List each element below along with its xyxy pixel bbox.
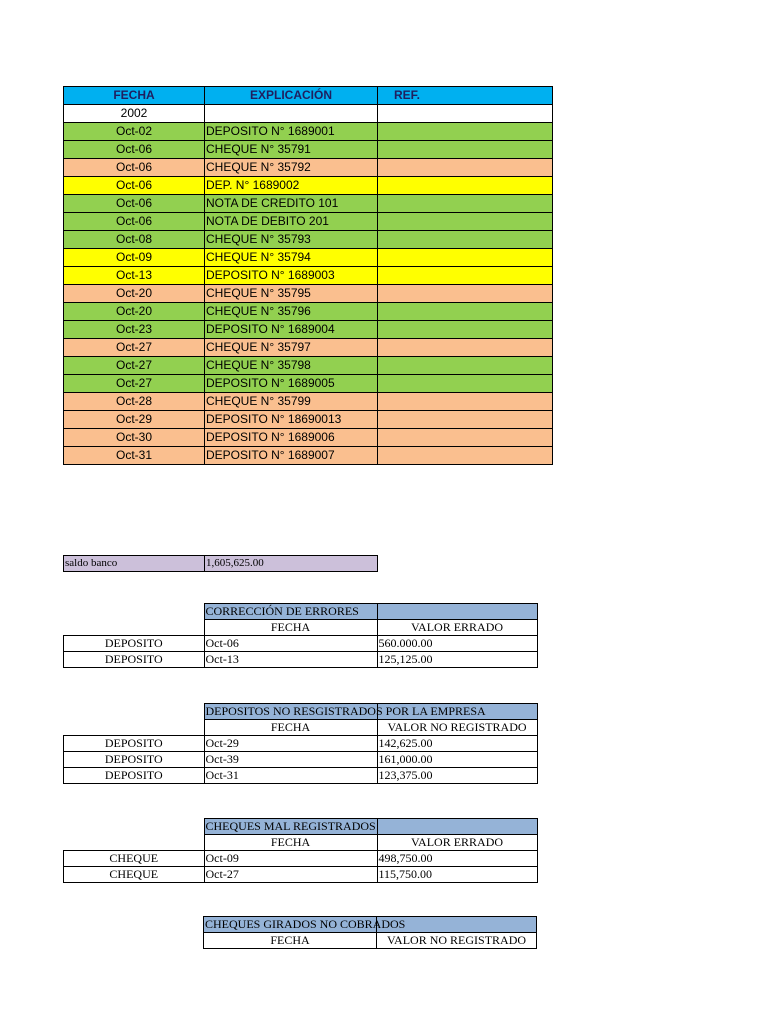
- col-valor-header[interactable]: VALOR NO REGISTRADO: [377, 933, 537, 949]
- blank-cell: [63, 933, 204, 949]
- ledger-ref-cell[interactable]: [378, 303, 553, 321]
- ledger-row: [64, 411, 553, 429]
- section-row: [64, 652, 538, 668]
- ledger-row: [64, 267, 553, 285]
- col-valor-header[interactable]: VALOR ERRADO: [377, 620, 537, 636]
- ledger-fecha-cell[interactable]: Oct-06: [64, 159, 205, 177]
- ledger-fecha-cell[interactable]: Oct-08: [64, 231, 205, 249]
- ledger-fecha-cell[interactable]: Oct-06: [64, 141, 205, 159]
- ledger-row: [64, 303, 553, 321]
- ledger-row: [64, 177, 553, 195]
- ledger-ref-cell[interactable]: [378, 357, 553, 375]
- empty-cell[interactable]: [378, 105, 553, 123]
- ledger-fecha-cell[interactable]: Oct-20: [64, 303, 205, 321]
- blank-cell: [64, 604, 205, 620]
- valor-cell[interactable]: 115,750.00: [377, 867, 537, 883]
- ledger-explicacion-cell[interactable]: DEPOSITO N° 18690013: [205, 411, 378, 429]
- ledger-ref-cell[interactable]: [378, 267, 553, 285]
- ledger-ref-cell[interactable]: [378, 213, 553, 231]
- section-subheader-row: [64, 835, 538, 851]
- year-row: [64, 105, 553, 123]
- section-title-cell[interactable]: [204, 704, 486, 720]
- ledger-ref-cell[interactable]: [378, 411, 553, 429]
- ledger-fecha-cell[interactable]: Oct-06: [64, 177, 205, 195]
- correccion-errores-table: [63, 603, 538, 668]
- fecha-cell[interactable]: Oct-39: [204, 752, 377, 768]
- tipo-cell[interactable]: DEPOSITO: [64, 752, 205, 768]
- section-title: CHEQUES MAL REGISTRADOS: [205, 819, 376, 833]
- ledger-fecha-cell[interactable]: Oct-27: [64, 357, 205, 375]
- col-fecha-header[interactable]: FECHA: [204, 933, 377, 949]
- ledger-fecha-cell[interactable]: Oct-27: [64, 339, 205, 357]
- blank-cell: [64, 835, 205, 851]
- ledger-row: [64, 159, 553, 177]
- section-title-row: [64, 704, 538, 720]
- ledger-explicacion-cell[interactable]: CHEQUE N° 35794: [205, 249, 378, 267]
- section-title-row: [64, 604, 538, 620]
- valor-cell[interactable]: 142,625.00: [377, 736, 537, 752]
- valor-cell[interactable]: 560.000.00: [377, 636, 537, 652]
- ledger-explicacion-cell[interactable]: DEPOSITO N° 1689006: [205, 429, 378, 447]
- tipo-cell[interactable]: DEPOSITO: [64, 768, 205, 784]
- ledger-explicacion-cell[interactable]: DEPOSITO N° 1689001: [205, 123, 378, 141]
- header-ref[interactable]: REF.: [378, 87, 553, 105]
- blank-cell: [64, 819, 205, 835]
- section-title-cell[interactable]: [204, 917, 406, 933]
- ledger-row: [64, 321, 553, 339]
- fecha-cell[interactable]: Oct-13: [204, 652, 377, 668]
- cheques-no-cobrados-table: [63, 916, 537, 949]
- blank-cell: [64, 704, 205, 720]
- ledger-ref-cell[interactable]: [378, 231, 553, 249]
- ledger-explicacion-cell[interactable]: CHEQUE N° 35795: [205, 285, 378, 303]
- section-title: CHEQUES GIRADOS NO COBRADOS: [205, 917, 406, 931]
- ledger-ref-cell[interactable]: [378, 339, 553, 357]
- ledger-fecha-cell[interactable]: Oct-30: [64, 429, 205, 447]
- ledger-ref-cell[interactable]: [378, 141, 553, 159]
- ledger-fecha-cell[interactable]: Oct-29: [64, 411, 205, 429]
- section-title-cell[interactable]: [204, 604, 377, 620]
- ledger-fecha-cell[interactable]: Oct-28: [64, 393, 205, 411]
- section-row: [64, 736, 538, 752]
- ledger-fecha-cell[interactable]: Oct-31: [64, 447, 205, 465]
- fecha-cell[interactable]: Oct-31: [204, 768, 377, 784]
- section-row: [64, 752, 538, 768]
- fecha-cell[interactable]: Oct-09: [204, 851, 377, 867]
- section-title-row: [64, 819, 538, 835]
- ledger-header-row: [64, 87, 553, 105]
- ledger-fecha-cell[interactable]: Oct-13: [64, 267, 205, 285]
- year-cell[interactable]: 2002: [64, 105, 205, 123]
- ledger-explicacion-cell[interactable]: DEPOSITO N° 1689007: [205, 447, 378, 465]
- ledger-explicacion-cell[interactable]: DEP. N° 1689002: [205, 177, 378, 195]
- section-row: [64, 768, 538, 784]
- ledger-explicacion-cell[interactable]: CHEQUE N° 35796: [205, 303, 378, 321]
- ledger-fecha-cell[interactable]: Oct-02: [64, 123, 205, 141]
- section-row: [64, 851, 538, 867]
- col-valor-header[interactable]: VALOR ERRADO: [377, 835, 537, 851]
- blank-cell: [64, 720, 205, 736]
- saldo-label[interactable]: saldo banco: [64, 556, 205, 572]
- ledger-ref-cell[interactable]: [378, 393, 553, 411]
- header-fecha[interactable]: FECHA: [64, 87, 205, 105]
- ledger-explicacion-cell[interactable]: DEPOSITO N° 1689005: [205, 375, 378, 393]
- blank-cell: [63, 917, 204, 933]
- section-subheader-row: [64, 720, 538, 736]
- ledger-explicacion-cell[interactable]: CHEQUE N° 35799: [205, 393, 378, 411]
- ledger-row: [64, 447, 553, 465]
- blank-cell: [64, 620, 205, 636]
- empty-cell[interactable]: [205, 105, 378, 123]
- ledger-ref-cell[interactable]: [378, 159, 553, 177]
- ledger-row: [64, 285, 553, 303]
- ledger-ref-cell[interactable]: [378, 177, 553, 195]
- tipo-cell[interactable]: CHEQUE: [64, 867, 205, 883]
- col-fecha-header[interactable]: FECHA: [204, 720, 377, 736]
- ledger-fecha-cell[interactable]: Oct-09: [64, 249, 205, 267]
- saldo-row: [64, 556, 378, 572]
- col-fecha-header[interactable]: FECHA: [204, 835, 377, 851]
- tipo-cell[interactable]: DEPOSITO: [64, 636, 205, 652]
- ledger-row: [64, 123, 553, 141]
- ledger-explicacion-cell[interactable]: DEPOSITO N° 1689003: [205, 267, 378, 285]
- section-subheader-row: [63, 933, 537, 949]
- ledger-row: [64, 213, 553, 231]
- tipo-cell[interactable]: CHEQUE: [64, 851, 205, 867]
- saldo-value[interactable]: 1,605,625.00: [205, 556, 378, 572]
- ledger-row: [64, 231, 553, 249]
- tipo-cell[interactable]: DEPOSITO: [64, 736, 205, 752]
- ledger-row: [64, 429, 553, 447]
- ledger-fecha-cell[interactable]: Oct-06: [64, 213, 205, 231]
- valor-cell[interactable]: 125,125.00: [377, 652, 537, 668]
- ledger-ref-cell[interactable]: [378, 321, 553, 339]
- section-title-fill[interactable]: [377, 604, 537, 620]
- ledger-explicacion-cell[interactable]: DEPOSITO N° 1689004: [205, 321, 378, 339]
- ledger-ref-cell[interactable]: [378, 123, 553, 141]
- header-explicacion[interactable]: EXPLICACIÓN: [205, 87, 378, 105]
- ledger-row: [64, 393, 553, 411]
- section-title: CORRECCIÓN DE ERRORES: [205, 604, 359, 618]
- section-row: [64, 636, 538, 652]
- ledger-fecha-cell[interactable]: Oct-06: [64, 195, 205, 213]
- ledger-explicacion-cell[interactable]: CHEQUE N° 35793: [205, 231, 378, 249]
- col-fecha-header[interactable]: FECHA: [204, 620, 377, 636]
- ledger-row: [64, 141, 553, 159]
- ledger-fecha-cell[interactable]: Oct-27: [64, 375, 205, 393]
- ledger-explicacion-cell[interactable]: CHEQUE N° 35792: [205, 159, 378, 177]
- depositos-no-registrados-table: [63, 703, 538, 784]
- section-title-fill[interactable]: [377, 819, 537, 835]
- ledger-row: [64, 249, 553, 267]
- tipo-cell[interactable]: DEPOSITO: [64, 652, 205, 668]
- valor-cell[interactable]: 498,750.00: [377, 851, 537, 867]
- ledger-explicacion-cell[interactable]: NOTA DE DEBITO 201: [205, 213, 378, 231]
- cheques-mal-registrados-table: [63, 818, 538, 883]
- ledger-explicacion-cell[interactable]: CHEQUE N° 35798: [205, 357, 378, 375]
- valor-cell[interactable]: 123,375.00: [377, 768, 537, 784]
- ledger-table: [63, 86, 553, 465]
- ledger-ref-cell[interactable]: [378, 195, 553, 213]
- saldo-table: [63, 555, 378, 572]
- col-valor-header[interactable]: VALOR NO REGISTRADO: [377, 720, 537, 736]
- ledger-row: [64, 195, 553, 213]
- section-subheader-row: [64, 620, 538, 636]
- ledger-ref-cell[interactable]: [378, 285, 553, 303]
- ledger-explicacion-cell[interactable]: CHEQUE N° 35791: [205, 141, 378, 159]
- ledger-ref-cell[interactable]: [378, 447, 553, 465]
- ledger-explicacion-cell[interactable]: NOTA DE CREDITO 101: [205, 195, 378, 213]
- section-title: DEPOSITOS NO RESGISTRADOS POR LA EMPRESA: [205, 704, 486, 718]
- section-title-row: [63, 917, 537, 933]
- valor-cell[interactable]: 161,000.00: [377, 752, 537, 768]
- ledger-ref-cell[interactable]: [378, 429, 553, 447]
- ledger-ref-cell[interactable]: [378, 249, 553, 267]
- fecha-cell[interactable]: Oct-27: [204, 867, 377, 883]
- ledger-row: [64, 339, 553, 357]
- ledger-row: [64, 375, 553, 393]
- fecha-cell[interactable]: Oct-06: [204, 636, 377, 652]
- ledger-row: [64, 357, 553, 375]
- section-row: [64, 867, 538, 883]
- section-title-cell[interactable]: [204, 819, 377, 835]
- ledger-ref-cell[interactable]: [378, 375, 553, 393]
- ledger-fecha-cell[interactable]: Oct-23: [64, 321, 205, 339]
- ledger-fecha-cell[interactable]: Oct-20: [64, 285, 205, 303]
- ledger-explicacion-cell[interactable]: CHEQUE N° 35797: [205, 339, 378, 357]
- fecha-cell[interactable]: Oct-29: [204, 736, 377, 752]
